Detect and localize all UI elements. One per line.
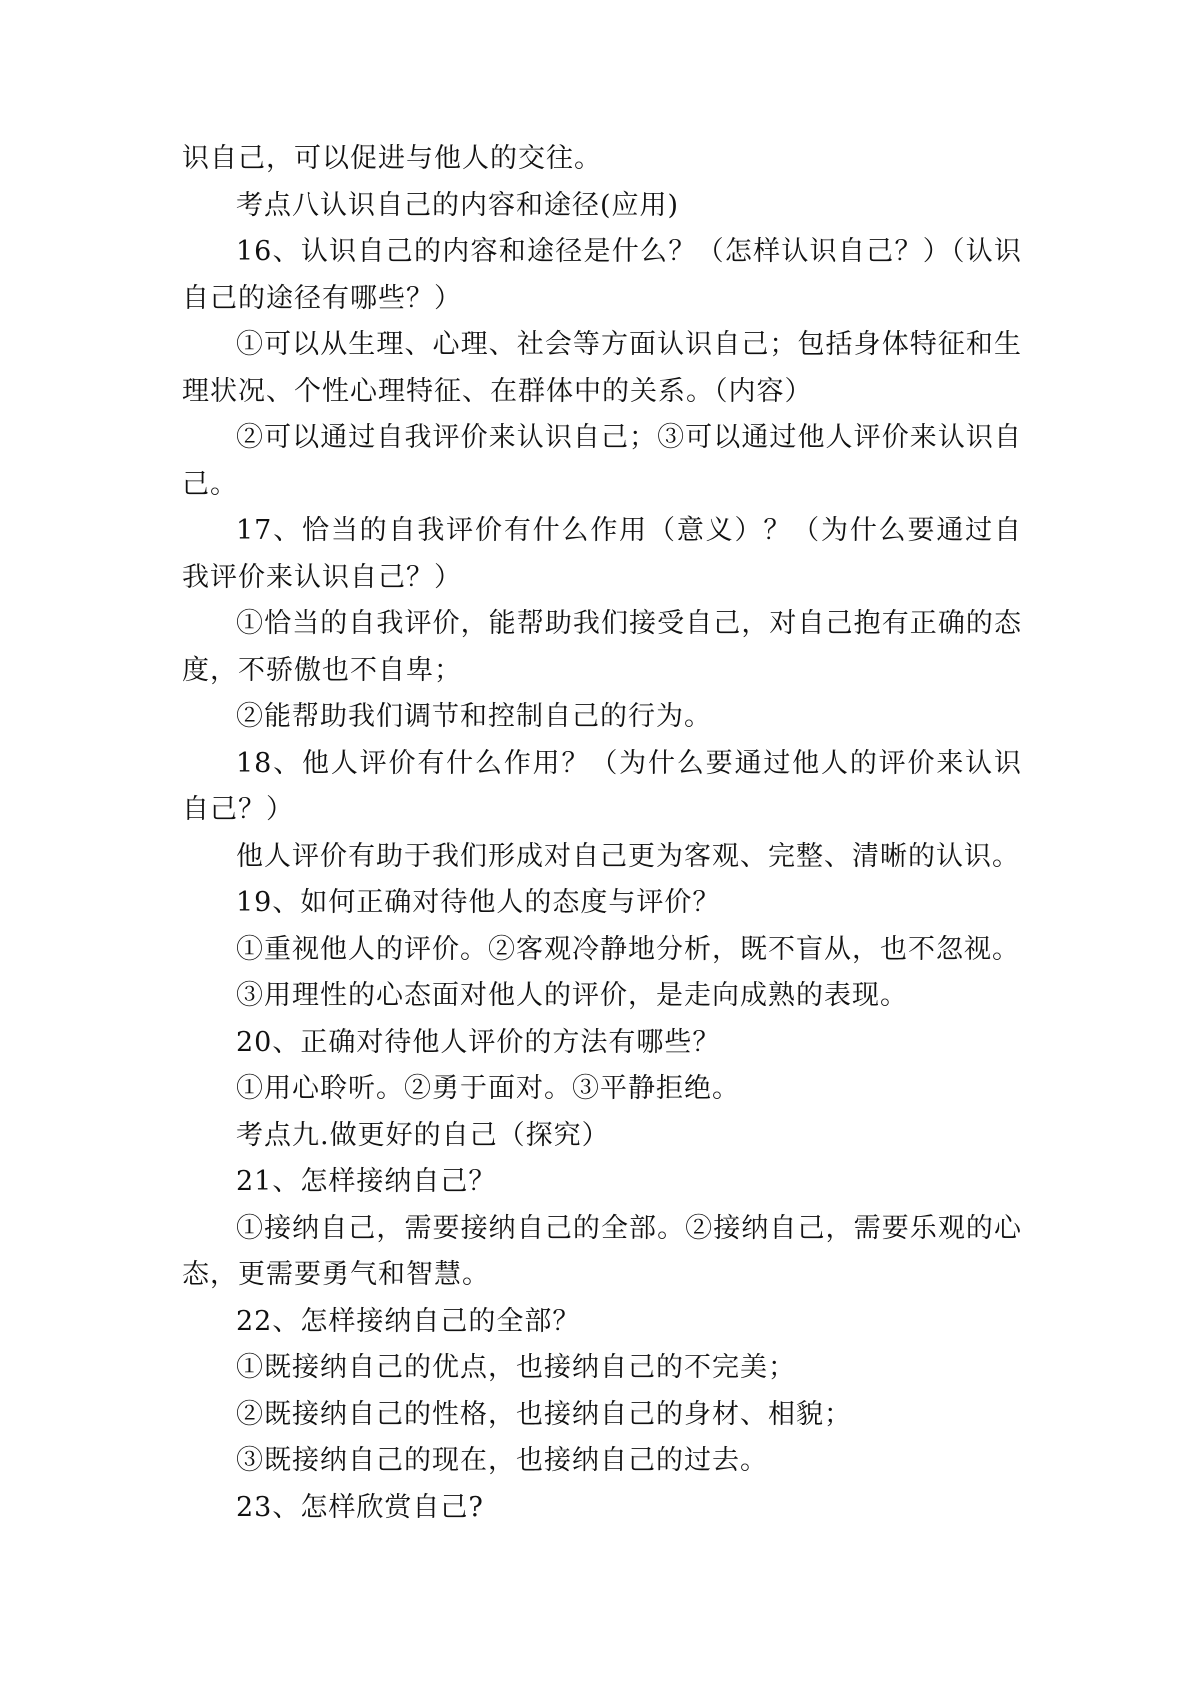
answer-21: ①接纳自己，需要接纳自己的全部。②接纳自己，需要乐观的心态，更需要勇气和智慧。: [182, 1212, 1022, 1290]
question-21: 21、怎样接纳自己？: [236, 1166, 497, 1197]
answer-16-part-2: ②可以通过自我评价来认识自己；③可以通过他人评价来认识自己。: [182, 422, 1022, 500]
section-heading-9: 考点九.做更好的自己（探究）: [236, 1119, 610, 1151]
answer-17-part-1: ①恰当的自我评价，能帮助我们接受自己，对自己抱有正确的态度，不骄傲也不自卑；: [182, 608, 1022, 686]
question-16: 16、认识自己的内容和途径是什么？（怎样认识自己？）（认识自己的途径有哪些？）: [182, 236, 1022, 314]
answer-22-part-3: ③既接纳自己的现在，也接纳自己的过去。: [236, 1445, 768, 1476]
answer-18: 他人评价有助于我们形成对自己更为客观、完整、清晰的认识。: [236, 840, 1020, 872]
answer-22-part-1: ①既接纳自己的优点，也接纳自己的不完美；: [236, 1352, 796, 1383]
question-20: 20、正确对待他人评价的方法有哪些？: [236, 1026, 721, 1058]
section-heading-8: 考点八认识自己的内容和途径(应用): [236, 189, 680, 221]
answer-17-part-2: ②能帮助我们调节和控制自己的行为。: [236, 701, 712, 732]
question-19: 19、如何正确对待他人的态度与评价？: [236, 887, 721, 918]
question-22: 22、怎样接纳自己的全部？: [236, 1305, 581, 1337]
answer-19-part-1: ①重视他人的评价。②客观冷静地分析，既不盲从，也不忽视。: [236, 933, 1020, 965]
answer-22-part-2: ②既接纳自己的性格，也接纳自己的身材、相貌；: [236, 1398, 852, 1430]
document-body: [182, 136, 1022, 1531]
answer-19-part-2: ③用理性的心态面对他人的评价，是走向成熟的表现。: [236, 980, 908, 1011]
question-18: 18、他人评价有什么作用？（为什么要通过他人的评价来认识自己？）: [182, 747, 1022, 825]
question-17: 17、恰当的自我评价有什么作用（意义）？（为什么要通过自我评价来认识自己？）: [182, 515, 1022, 593]
answer-20: ①用心聆听。②勇于面对。③平静拒绝。: [236, 1073, 740, 1104]
answer-16-part-1: ①可以从生理、心理、社会等方面认识自己；包括身体特征和生理状况、个性心理特征、在群体中的关系。（内容）: [182, 329, 1022, 407]
paragraph-continuation: 识自己，可以促进与他人的交往。: [182, 143, 602, 174]
question-23: 23、怎样欣赏自己?: [236, 1491, 484, 1523]
